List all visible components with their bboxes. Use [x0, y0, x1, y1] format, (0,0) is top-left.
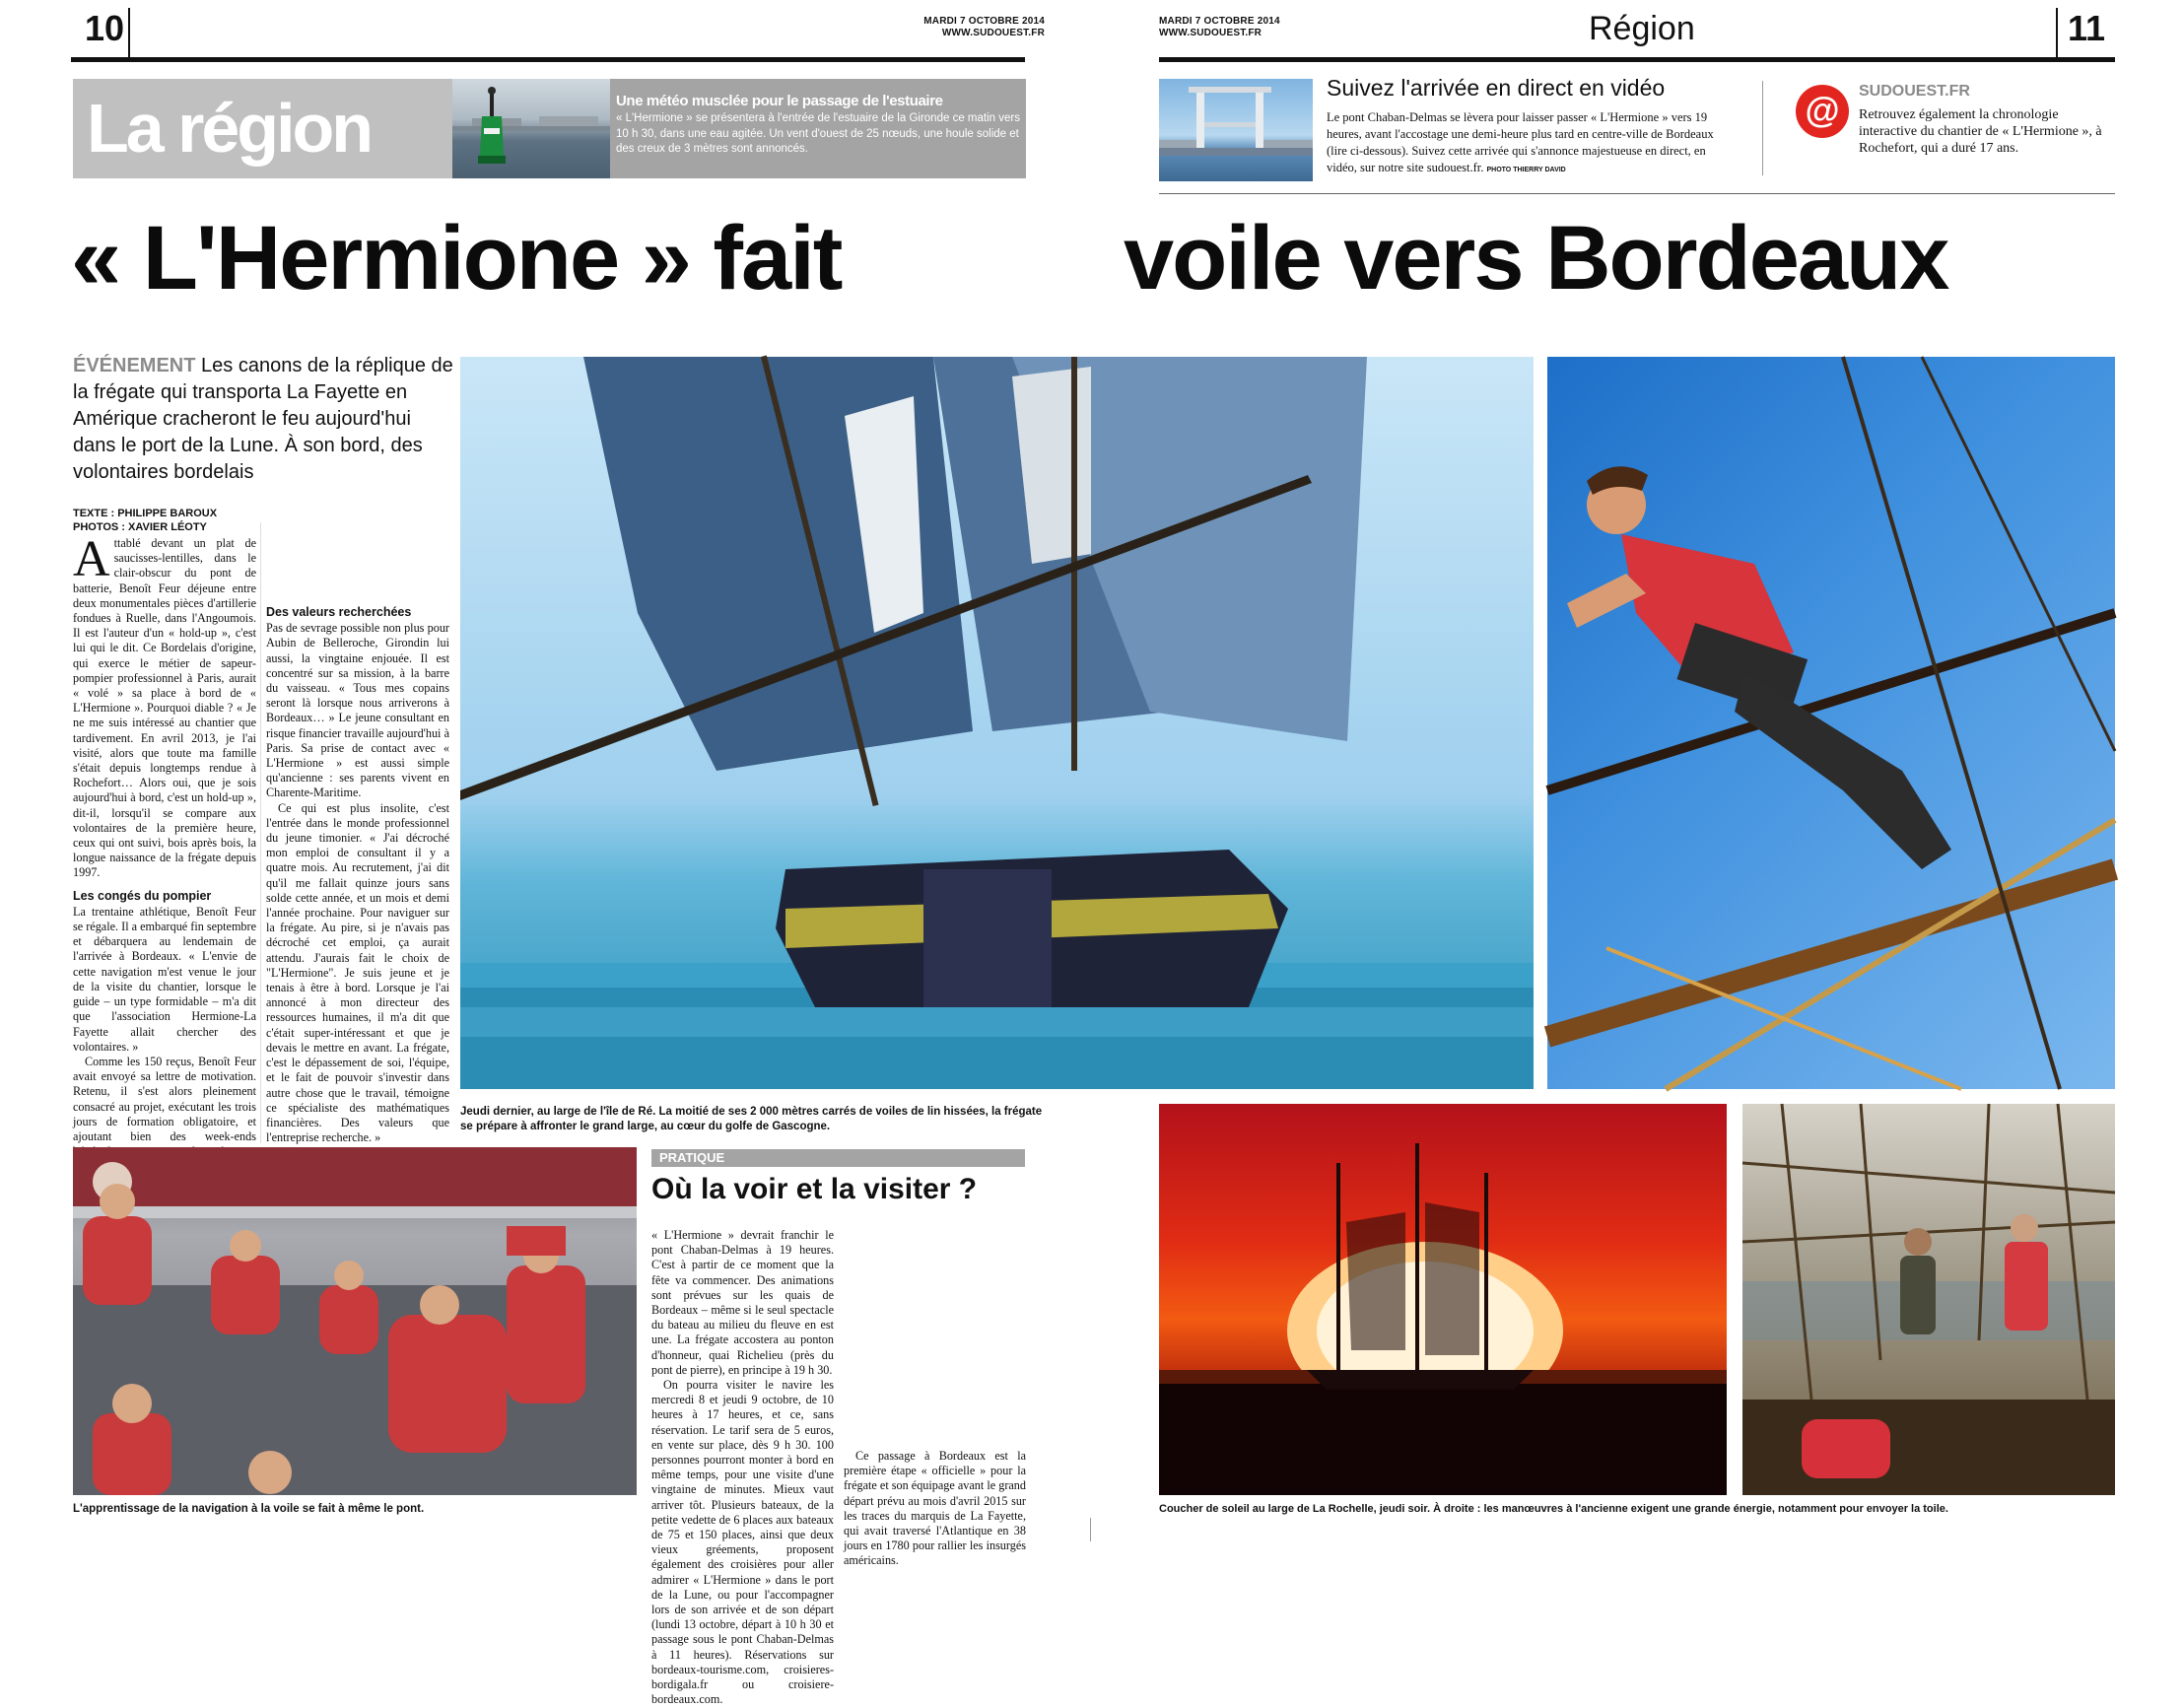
sudouest-text: Retrouvez également la chronologie interactive du chantier de « L'Hermione », à Rochefort, qui a duré 17 ans.	[1859, 107, 2102, 156]
left-page-date: MARDI 7 OCTOBRE 2014	[923, 16, 1045, 27]
section-title: La région	[87, 90, 372, 167]
bridge-photo	[1159, 79, 1313, 181]
pratique-p1: « L'Hermione » devrait franchir le pont Chaban-Delmas à 19 heures. C'est à partir de ce moment que la fête va commencer. Des animations sont prévues sur les quais de Bordeaux – même si le seul spectacle du bateau au milieu du fleuve en est une. La frégate accostera au ponton d'honneur, quai Richelieu (près du pont de pierre), en principe à 19 h 30.	[651, 1228, 834, 1377]
article-p4: Pas de sevrage possible non plus pour Aubin de Belleroche, Girondin lui aussi, la vingtaine enjouée. Il est concentré sur sa mission, à la barre du vaisseau. « Tous mes copains seront là lorsque nous arriverons à Bordeaux… » Le jeune consultant en risque financier travaille aujourd'hui à Paris. Sa prise de contact avec « L'Hermione » est aussi simple qu'ancienne : ses parents vivent en Charente-Maritime.	[266, 621, 449, 800]
sudouest-label: SUDOUEST.FR	[1859, 83, 1970, 100]
deck-photo	[1742, 1104, 2115, 1495]
byline-text: TEXTE : PHILIPPE BAROUX	[73, 508, 218, 519]
article-p3: Comme les 150 reçus, Benoît Feur avait envoyé sa lettre de motivation. Retenu, il s'est alors pleinement consacré au projet, exécutant les trois jours de formation obligatoire, et ajoutant bien des week-ends	[73, 1054, 256, 1143]
ship-photo	[460, 357, 1534, 1089]
article-col-2	[266, 522, 449, 1143]
right-page-number: 11	[2068, 8, 2106, 48]
left-page-number: 10	[85, 8, 125, 48]
live-text-block	[1327, 109, 1716, 178]
byline	[73, 507, 217, 534]
article-p2: La trentaine athlétique, Benoît Feur se régale. Il a embarqué fin septembre et débarquera au lendemain de l'arrivée à Bordeaux. « L'envie de cette navigation m'est venue le jour de la visite du chantier, lorsque le guide – un type formidable – m'a dit que l'association Hermione-La Fayette allait chercher des volontaires. »	[73, 904, 256, 1054]
weather-text: « L'Hermione » se présentera à l'entrée de l'estuaire de la Gironde ce matin vers 10 h 30, dans une eau agitée. Un vent d'ouest de 25 nœuds, une houle solide et des creux de 3 mètres sont annoncés.	[616, 112, 1020, 155]
buoy-icon	[478, 87, 506, 164]
live-text: Le pont Chaban-Delmas se lèvera pour laisser passer « L'Hermione » vers 19 heures, avant l'accostage une demi-heure plus tard en centre-ville de Bordeaux (lire ci-dessous). Suivez cette arrivée qui s'annonce majestueuse en direct, en vidéo, sur notre site sudouest.fr.	[1327, 110, 1714, 174]
weather-title: Une météo musclée pour le passage de l'estuaire	[616, 93, 943, 109]
right-page-site: WWW.SUDOUEST.FR	[1159, 28, 1263, 38]
sunset-photo	[1159, 1104, 1727, 1495]
subhead-valeurs: Des valeurs recherchées	[266, 605, 412, 619]
article-col-1	[73, 531, 256, 1143]
pratique-p2: On pourra visiter le navire les mercredi 8 et jeudi 9 octobre, de 10 heures à 17 heures, et ce, sans réservation. Le tarif sera de 5 euros, en vente sur place, dès 9 h 30. 100 personnes pourront monter à bord en même temps, pour une visite d'une vingtaine de minutes. Mieux vaut arriver tôt. Plusieurs bateaux, de la petite vedette de 6 places aux bateaux de 75 et 150 places, ainsi que deux vieux gréements, proposent également des croisières pour aller admirer « L'Hermione » dans le port de la Lune, ou pour l'accompagner lors de son arrivée et de son départ (lundi 13 octobre, départ à 10 h 30 et passage sous le pont Chaban-Delmas à 11 heures). Réservations sur bordeaux-tourisme.com, croisieres-bordigala.fr ou croisiere-bordeaux.com.	[651, 1378, 834, 1707]
pratique-label: PRATIQUE	[659, 1150, 725, 1165]
left-page-site: WWW.SUDOUEST.FR	[941, 28, 1045, 38]
pratique-title: Où la voir et la visiter ?	[651, 1173, 978, 1205]
left-page-dateline	[848, 16, 1045, 39]
right-page-section: Région	[1589, 10, 1695, 47]
byline-photo: PHOTOS : XAVIER LÉOTY	[73, 521, 207, 533]
section-banner	[73, 79, 452, 178]
article-p5: Ce qui est plus insolite, c'est l'entrée dans le monde professionnel du jeune timonier. « J'ai décroché mon emploi de consultant il y a quatre mois. Au recrutement, j'ai dit qu'il me fallait quinze jours sans solde cette année, et un mois et demi l'année prochaine. Pour naviguer sur la frégate. Au pire, si je n'avais pas décroché cet emploi, ça aurait attendu. J'aurais fait le choix de "L'Hermione". Je suis jeune et je tenais à être à bord. Lorsque je l'ai annoncé à mon directeur des ressources humaines, il m'a dit que c'était super-intéressant et que je devais le mettre en avant. La frégate, c'est le dépassement de soi, l'équipe, et le fait de pouvoir s'investir dans autre chose que le travail, témoigne ce spécialiste des mathématiques financières. Des valeurs que l'entreprise recherche. »	[266, 800, 449, 1145]
weather-box	[610, 79, 1026, 178]
caption-ship: Jeudi dernier, au large de l'île de Ré. La moitié de ses 2 000 mètres carrés de voiles de lin hissées, la frégate se prépare à affronter le grand large, au cœur du golfe de Gascogne.	[460, 1106, 1043, 1132]
pratique-p3: Ce passage à Bordeaux est la première étape « officielle » pour la frégate et son équipage avant le grand départ prévu au mois d'avril 2015 sur les traces du marquis de La Fayette, qui avait traversé l'Atlantique en 38 jours en 1780 pour rallier les insurgés américains.	[844, 1449, 1026, 1568]
caption-crew: L'apprentissage de la navigation à la voile se fait à même le pont.	[73, 1503, 425, 1515]
headline-right: voile vers Bordeaux	[1124, 208, 1948, 308]
pratique-col-1	[651, 1228, 834, 1707]
lede-text: Les canons de la réplique de la frégate qui transporta La Fayette en Amérique cracheront le feu aujourd'hui dans le port de la Lune. À son bord, des volontaires bordelais	[73, 355, 453, 483]
at-icon: @	[1805, 90, 1840, 130]
dropcap: A	[73, 531, 110, 587]
live-title: Suivez l'arrivée en direct en vidéo	[1327, 75, 1666, 101]
live-credit: PHOTO THIERRY DAVID	[1486, 167, 1566, 173]
lede	[73, 353, 457, 486]
right-page-date: MARDI 7 OCTOBRE 2014	[1159, 16, 1280, 27]
subhead-conges: Les congés du pompier	[73, 888, 212, 903]
buoy-photo	[452, 79, 610, 178]
article-p1: ttablé devant un plat de saucisses-lentilles, dans le clair-obscur du pont de batterie, Benoît Feur déjeune entre deux monumentales pièces d'artillerie fondues à Ruelle, dans l'Angoumois. Il est l'auteur d'un « hold-up », c'est lui qui le dit. Ce Bordelais d'origine, qui exerce le métier de sapeur-pompier professionnel à Paris, aurait « volé » sa place à bord de « L'Hermione ». Pourquoi diable ? « Je ne me suis intéressé au chantier que tardivement. En avril 2013, je l'ai visité, alors que toute ma famille s'était depuis longtemps rendue à Rochefort… Alors oui, que je sois aujourd'hui à bord, c'est un hold-up », dit-il, lorsqu'il se compare aux volontaires de la première heure, ceux qui ont suivi, bois après bois, la longue naissance de la frégate depuis 1997.	[73, 536, 256, 880]
crew-photo	[73, 1147, 637, 1495]
headline-left: « L'Hermione » fait	[71, 208, 842, 308]
pratique-label-bar	[651, 1149, 1025, 1167]
rigging-photo	[1547, 357, 2115, 1089]
pratique-col-2	[844, 1228, 1026, 1568]
right-page-dateline	[1159, 16, 1356, 39]
caption-sunset: Coucher de soleil au large de La Rochelle, jeudi soir. À droite : les manœuvres à l'ancienne exigent une grande énergie, notamment pour envoyer la toile.	[1159, 1503, 1948, 1515]
lede-kicker: ÉVÉNEMENT	[73, 355, 196, 376]
